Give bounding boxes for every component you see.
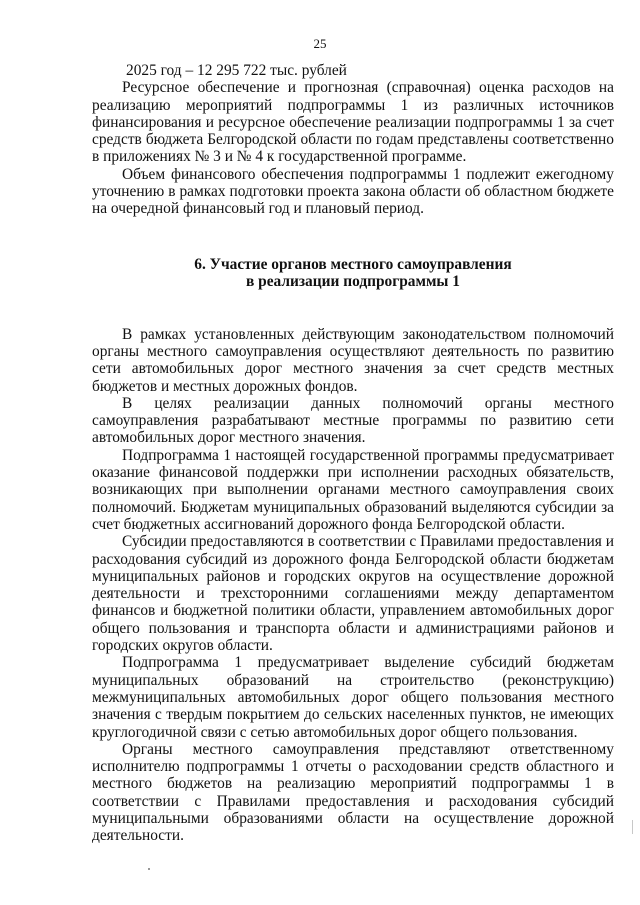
paragraph-construction-subsidies: Подпрограмма 1 предусматривает выделение субсидий бюджетам муниципальных образований на строительство (реконструкцию) межмуниципальных автомобильных дорог общего пользования местного значения с твердым покрытием до сельских населенных пунктов, не имеющих круглогодичной связи с сетью автомобильных дорог общего пользования.: [92, 654, 614, 741]
paragraph-local-authorities-powers: В рамках установленных действующим законодательством полномочий органы местного самоуправления осуществляют деятельность по развитию сети автомобильных дорог местного значения за счет средств местных бюджетов и местных дорожных фондов.: [92, 325, 614, 395]
paragraph-financial-support: Подпрограмма 1 настоящей государственной программы предусматривает оказание финансовой поддержки при исполнении расходных обязательств, возникающих при выполнении органами местного самоуправления своих полномочий. Бюджетам муниципальных образований выделяются субсидии за счет бюджетных ассигнований дорожного фонда Белгородской области.: [92, 446, 614, 533]
scan-edge-mark: [632, 820, 633, 834]
section-heading-line-1: 6. Участие органов местного самоуправления: [194, 255, 512, 273]
page-number: 25: [313, 36, 327, 51]
paragraph-subsidy-rules: Субсидии предоставляются в соответствии с Правилами предоставления и расходования субсидий из дорожного фонда Белгородской области бюджетам муниципальных районов и городских округов на осуществление дорожной деятельности и трехсторонними соглашениями между департаментом финансов и бюджетной политики области, управлением автомобильных дорог общего пользования и транспорта области и администрациями районов и городских округов области.: [92, 533, 614, 655]
paragraph-reporting: Органы местного самоуправления представляют ответственному исполнителю подпрограммы 1 отчеты о расходовании средств областного и местного бюджетов на реализацию мероприятий подпрограммы 1 в соответствии с Правилами предоставления и расходования субсидий муниципальными образованиями области на осуществление дорожной деятельности.: [92, 740, 614, 845]
paragraph-resource-provision: Ресурсное обеспечение и прогнозная (справочная) оценка расходов на реализацию мероприятий подпрограммы 1 из различных источников финансирования и ресурсное обеспечение реализации подпрограммы 1 за счет средств бюджета Белгородской области по годам представлены соответственно в приложениях № 3 и № 4 к государственной программе.: [92, 79, 614, 166]
section-heading: [92, 256, 614, 291]
funding-2025-line: 2025 год – 12 295 722 тыс. рублей: [126, 62, 347, 79]
scan-dot-mark: [148, 868, 150, 870]
section-body: [92, 326, 614, 845]
document-body: [92, 62, 614, 845]
section-heading-line-2: в реализации подпрограммы 1: [245, 273, 460, 291]
paragraph-local-programs: В целях реализации данных полномочий органы местного самоуправления разрабатывают местные программы по развитию сети автомобильных дорог местного значения.: [92, 394, 614, 447]
paragraph-annual-adjustment: Объем финансового обеспечения подпрограммы 1 подлежит ежегодному уточнению в рамках подготовки проекта закона области об областном бюджете на очередной финансовый год и плановый период.: [92, 165, 614, 218]
